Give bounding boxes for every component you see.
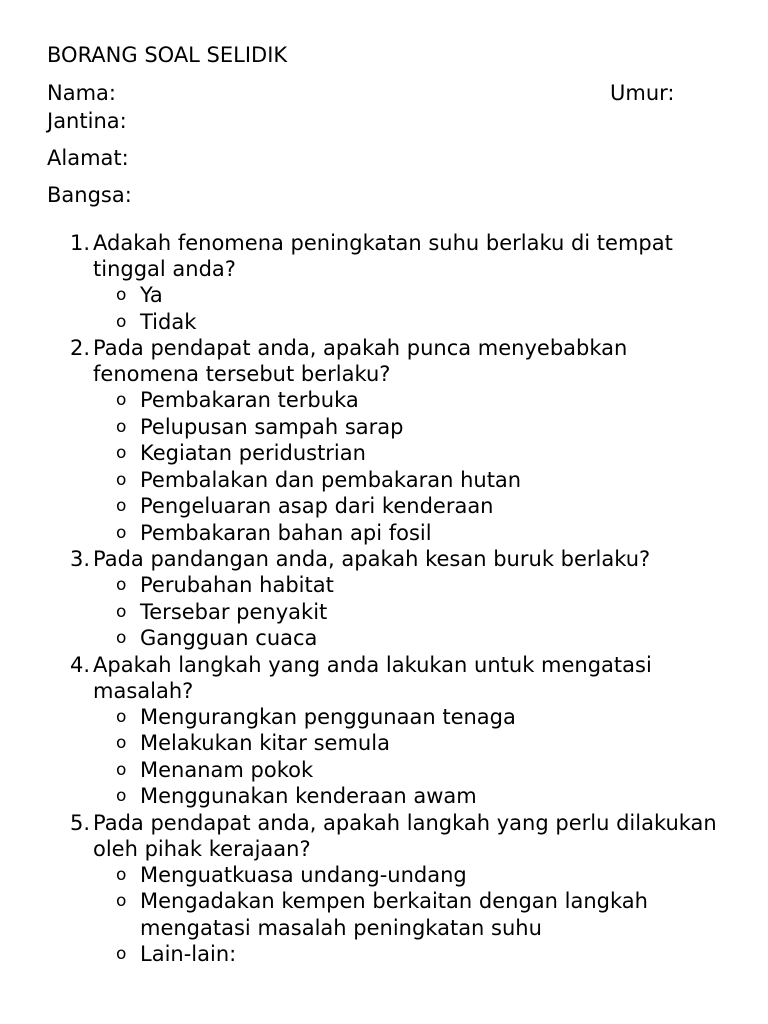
option-label: Kegiatan peridustrian (140, 441, 366, 465)
question-item (0, 810, 768, 968)
option-item[interactable] (93, 941, 728, 968)
option-label: Pengeluaran asap dari kenderaan (140, 494, 494, 518)
circle-bullet-icon[interactable]: o (116, 443, 127, 463)
option-item[interactable] (93, 625, 728, 652)
option-list (93, 282, 728, 335)
circle-bullet-icon[interactable]: o (116, 628, 127, 648)
option-item[interactable] (93, 414, 728, 441)
option-item[interactable] (93, 387, 728, 414)
option-item[interactable] (93, 467, 728, 494)
option-item[interactable] (93, 520, 728, 547)
option-item[interactable] (93, 282, 728, 309)
question-number: 2. (70, 336, 91, 360)
option-label: Perubahan habitat (140, 573, 334, 597)
field-label-jantina: Jantina: (47, 109, 127, 133)
option-label: Melakukan kitar semula (140, 731, 390, 755)
question-text: Apakah langkah yang anda lakukan untuk mengatasi masalah? (93, 652, 652, 703)
question-number: 4. (70, 652, 91, 677)
field-label-nama: Nama: (47, 81, 116, 105)
circle-bullet-icon[interactable]: o (116, 864, 127, 885)
option-label: Mengurangkan penggunaan tenaga (140, 704, 516, 729)
option-item[interactable] (93, 704, 728, 731)
circle-bullet-icon[interactable]: o (116, 285, 127, 305)
option-item[interactable] (93, 572, 728, 599)
option-item[interactable] (93, 493, 728, 520)
circle-bullet-icon[interactable]: o (116, 416, 127, 437)
option-item[interactable] (93, 757, 728, 784)
circle-bullet-icon[interactable]: o (116, 575, 127, 595)
question-number: 1. (70, 231, 91, 255)
option-item[interactable] (93, 730, 728, 757)
circle-bullet-icon[interactable]: o (116, 706, 127, 727)
option-item[interactable] (93, 783, 728, 810)
option-label: Menggunakan kenderaan awam (140, 784, 477, 808)
circle-bullet-icon[interactable]: o (116, 522, 127, 543)
option-label: Pembakaran terbuka (140, 388, 359, 412)
option-label: Gangguan cuaca (140, 626, 318, 650)
circle-bullet-icon[interactable]: o (116, 733, 127, 753)
question-list (0, 230, 768, 968)
option-label: Tidak (140, 309, 197, 334)
option-item[interactable] (93, 862, 728, 889)
circle-bullet-icon[interactable]: o (116, 944, 127, 964)
option-list (93, 387, 728, 546)
question-number: 3. (70, 547, 91, 571)
option-label: Menguatkuasa undang-undang (140, 862, 467, 887)
option-list (93, 704, 728, 810)
question-text: Pada pandangan anda, apakah kesan buruk berlaku? (93, 547, 651, 571)
question-item (0, 546, 768, 652)
form-title: BORANG SOAL SELIDIK (47, 43, 288, 67)
question-text: Pada pendapat anda, apakah langkah yang perlu dilakukan oleh pihak kerajaan? (93, 810, 717, 861)
question-item (0, 230, 768, 335)
option-label: Pembalakan dan pembakaran hutan (140, 467, 522, 492)
question-item (0, 652, 768, 810)
option-list (93, 572, 728, 652)
option-item[interactable] (93, 888, 728, 941)
option-item[interactable] (93, 440, 728, 467)
circle-bullet-icon[interactable]: o (116, 390, 127, 410)
field-label-umur: Umur: (610, 81, 675, 105)
circle-bullet-icon[interactable]: o (116, 759, 127, 780)
circle-bullet-icon[interactable]: o (116, 891, 127, 911)
option-list (93, 862, 728, 968)
circle-bullet-icon[interactable]: o (116, 469, 127, 490)
question-text: Adakah fenomena peningkatan suhu berlaku di tempat tinggal anda? (93, 231, 673, 281)
option-label: Pembakaran bahan api fosil (140, 520, 432, 545)
option-item[interactable] (93, 309, 728, 336)
circle-bullet-icon[interactable]: o (116, 311, 127, 332)
option-label: Menanam pokok (140, 757, 314, 782)
field-label-alamat: Alamat: (47, 146, 129, 170)
option-label: Ya (140, 283, 163, 307)
question-number: 5. (70, 810, 91, 835)
option-item[interactable] (93, 599, 728, 626)
option-label: Pelupusan sampah sarap (140, 414, 404, 439)
circle-bullet-icon[interactable]: o (116, 601, 127, 622)
field-label-bangsa: Bangsa: (47, 183, 132, 207)
option-label: Lain-lain: (140, 942, 237, 966)
circle-bullet-icon[interactable]: o (116, 496, 127, 516)
question-text: Pada pendapat anda, apakah punca menyebabkan fenomena tersebut berlaku? (93, 336, 628, 386)
question-item (0, 335, 768, 546)
option-label: Mengadakan kempen berkaitan dengan langkah mengatasi masalah peningkatan suhu (140, 889, 648, 940)
circle-bullet-icon[interactable]: o (116, 786, 127, 806)
option-label: Tersebar penyakit (140, 599, 328, 624)
